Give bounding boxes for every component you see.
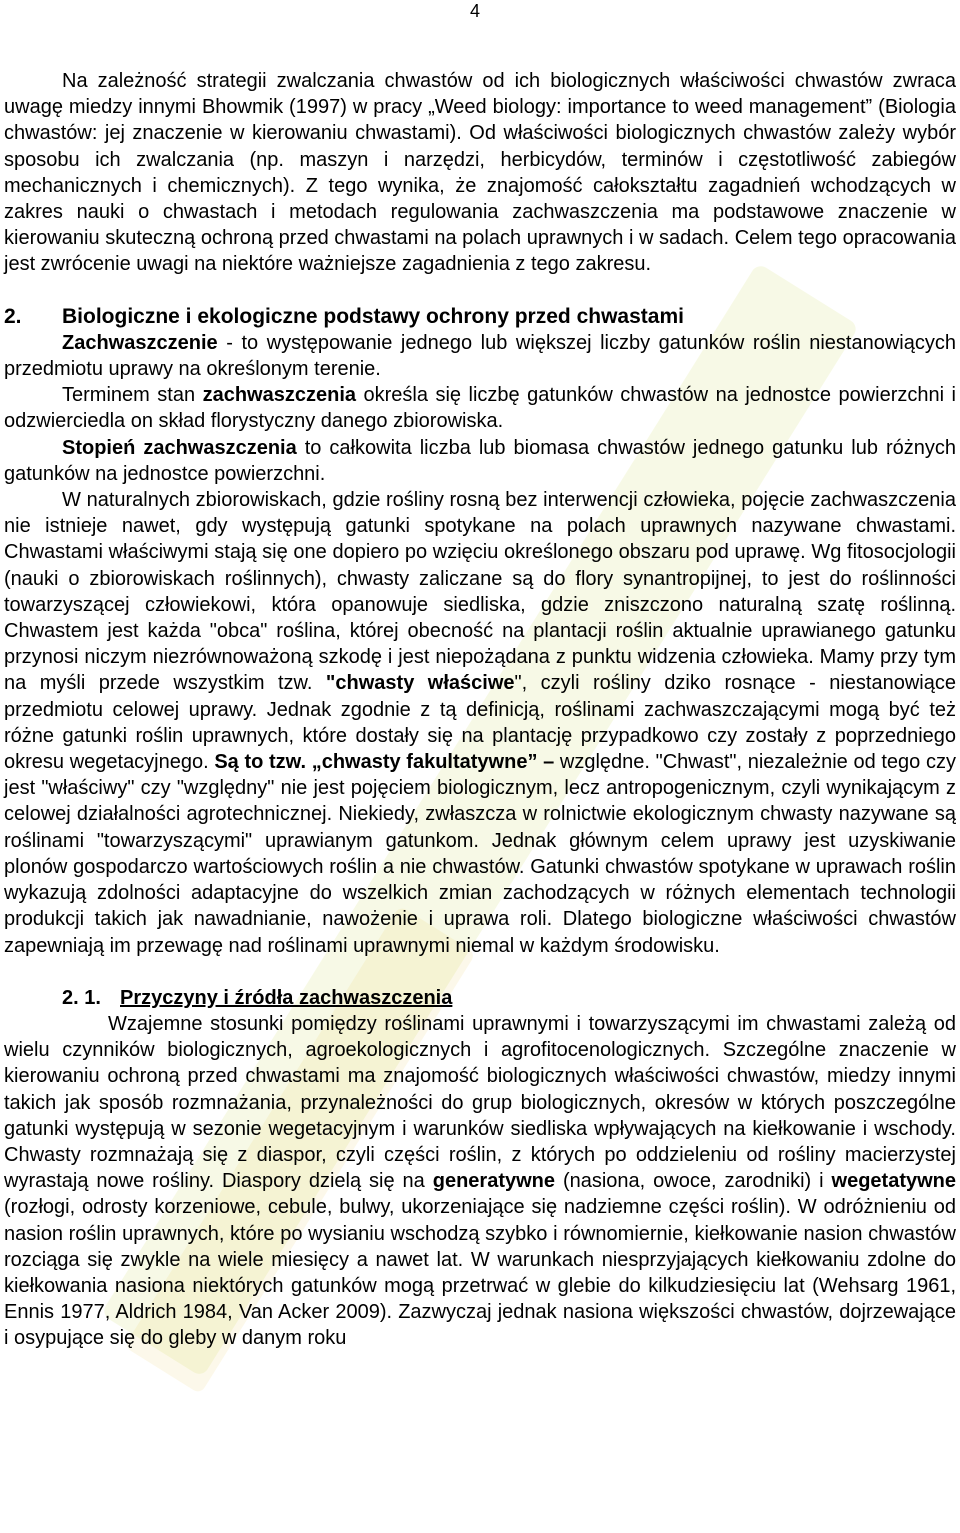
natural-text-3: względne. "Chwast", niezależnie od tego czy jest "właściwy" czy "względny" nie jest pojęciem biologicznym, lecz antropogenicznym, czyli wynikającym z celowej działalności agrotechnicznej. Niekiedy, zwłaszcza w rolnictwie ekologicznym chwasty nazywane są roślinami "towarzyszącymi" uprawianym gatunkom. Jednak głównym celem uprawy jest uzyskiwanie plonów gospodarczo wartościowych roślin a nie chwastów. Gatunki chwastów spotykane w uprawach roślin wykazują zdolności adaptacyjne do wszelkich zmian zachodzących w różnych elementach technologii produkcji takich jak nawadnianie, nawożenie i uprawa roli. Dlatego biologiczne właściwości chwastów zapewniają im przewagę nad roślinami uprawnymi niemal w każdym środowisku. [4,751,956,957]
section-2-1-heading [4,985,956,1011]
natural-text-1: W naturalnych zbiorowiskach, gdzie rośliny rosną bez interwencji człowieka, pojęcie zachwaszczenia nie istnieje nawet, gdy występują gatunki spotykane na polach uprawnych nazywane chwastami. Chwastami właściwymi stają się one dopiero po wzięciu określonego obszaru pod uprawę. Wg fitosocjologii (nauki o zbiorowiskach roślinnych), chwasty zaliczane są do flory synantropijnej, to jest do roślinności towarzyszącej człowiekowi, która opanowuje siedliska, gdzie zniszczono naturalną szatę roślinną. Chwastem jest każda "obca" roślina, której obecność na plantacji roślin aktualnie uprawianego gatunku przynosi niczym niezrównoważoną szkodę i jest niepożądana z punktu widzenia człowieka. Mamy przy tym na myśli przede wszystkim tzw. [4,489,956,695]
causes-text-2: (nasiona, owoce, zarodniki) i [555,1170,832,1193]
causes-text-1: Wzajemne stosunki pomiędzy roślinami uprawnymi i towarzyszącymi im chwastami zależą od wielu czynników biologicznych, agroekologicznych i agrofitocenologicznych. Szczególne znaczenie w kierowaniu ochroną przed chwastami ma znajomość biologicznych właściwości chwastów, miedzy innymi takich jak sposób rozmnażania, przynależności do grup biologicznych, okresów w których poszczególne gatunki występują w sezonie wegetacyjnym i warunków siedliska wpływających na kiełkowanie i wschody. Chwasty rozmnażają się z diaspor, czyli części roślin, z których po oddzieleniu od rośliny macierzystej wyrastają nowe rośliny. Diaspory dzielą się na [4,1012,956,1193]
section-2-heading [4,304,956,330]
stan-text-before: Terminem stan [62,384,203,407]
natural-bold-2: Są to tzw. „chwasty fakultatywne” – [214,751,555,774]
page-number: 4 [470,1,481,21]
definition-text: - to występowanie jednego lub większej liczby gatunków roślin niestanowiących przedmiotu uprawy na określonym terenie. [4,331,956,381]
section-2-1-title: Przyczyny i źródła zachwaszczenia [120,986,453,1009]
generatywne-term: generatywne [432,1170,556,1193]
stopien-paragraph [4,435,956,487]
stan-text-after: określa się liczbę gatunków chwastów na jednostce powierzchni i odzwierciedla on skład florystyczny danego zbiorowiska. [4,384,956,433]
stan-paragraph [4,382,956,434]
stopien-term: Stopień zachwaszczenia [62,436,297,459]
definition-paragraph [4,330,956,382]
definition-term: Zachwaszczenie [62,331,218,354]
section-2-number: 2. [4,304,22,328]
stan-term: zachwaszczenia [202,384,357,407]
causes-paragraph [4,1011,956,1352]
natural-communities-paragraph [4,487,956,959]
section-2-1-number: 2. 1. [62,986,101,1009]
natural-bold-1: "chwasty właściwe [325,672,515,695]
document-body [4,68,956,1352]
natural-text-2: ", czyli rośliny dziko rosnące - niestanowiące przedmiotu celowej uprawy. Jednak zgodnie z tą definicją, roślinami zachwaszczającymi mogą być też różne gatunki roślin uprawnych, które dostały się na plantację przypadkowo czy zostały z poprzedniego okresu wegetacyjnego. [4,672,956,774]
section-2-title: Biologiczne i ekologiczne podstawy ochrony przed chwastami [62,304,684,328]
wegetatywne-term: wegetatywne [831,1170,957,1193]
stopien-text: to całkowita liczba lub biomasa chwastów jednego gatunku lub różnych gatunków na jednostce powierzchni. [4,436,957,485]
causes-text-3: (rozłogi, odrosty korzeniowe, cebule, bulwy, ukorzeniające się nadziemne części roślin). W odróżnieniu od nasion roślin uprawnych, które po wysianiu wschodzą szybko i równomiernie, kiełkowanie nasion chwastów rozciąga się zwykle na wiele miesięcy a nawet lat. W warunkach niesprzyjających kiełkowaniu zdolne do kiełkowania nasiona niektórych gatunków mogą przetrwać w glebie do kilkudziesięciu lat (Wehsarg 1961, Ennis 1977, Aldrich 1984, Van Acker 2009). Zazwyczaj jednak nasiona większości chwastów, dojrzewające i osypujące się do gleby w danym roku [4,1196,956,1350]
intro-paragraph: Na zależność strategii zwalczania chwastów od ich biologicznych właściwości chwastów zwraca uwagę miedzy innymi Bhowmik (1997) w pracy „Weed biology: importance to weed management” (Biologia chwastów: jej znaczenie w kierowaniu chwastami). Od właściwości biologicznych chwastów zależy wybór sposobu ich zwalczania (np. maszyn i narzędzi, herbicydów, terminów i częstotliwość zabiegów mechanicznych i chemicznych). Z tego wynika, że znajomość całokształtu zagadnień wchodzących w zakres nauki o chwastach i metodach regulowania zachwaszczenia ma podstawowe znaczenie w kierowaniu skuteczną ochroną przed chwastami na polach uprawnych i w sadach. Celem tego opracowania jest zwrócenie uwagi na niektóre ważniejsze zagadnienia z tego zakresu. [4,70,956,276]
